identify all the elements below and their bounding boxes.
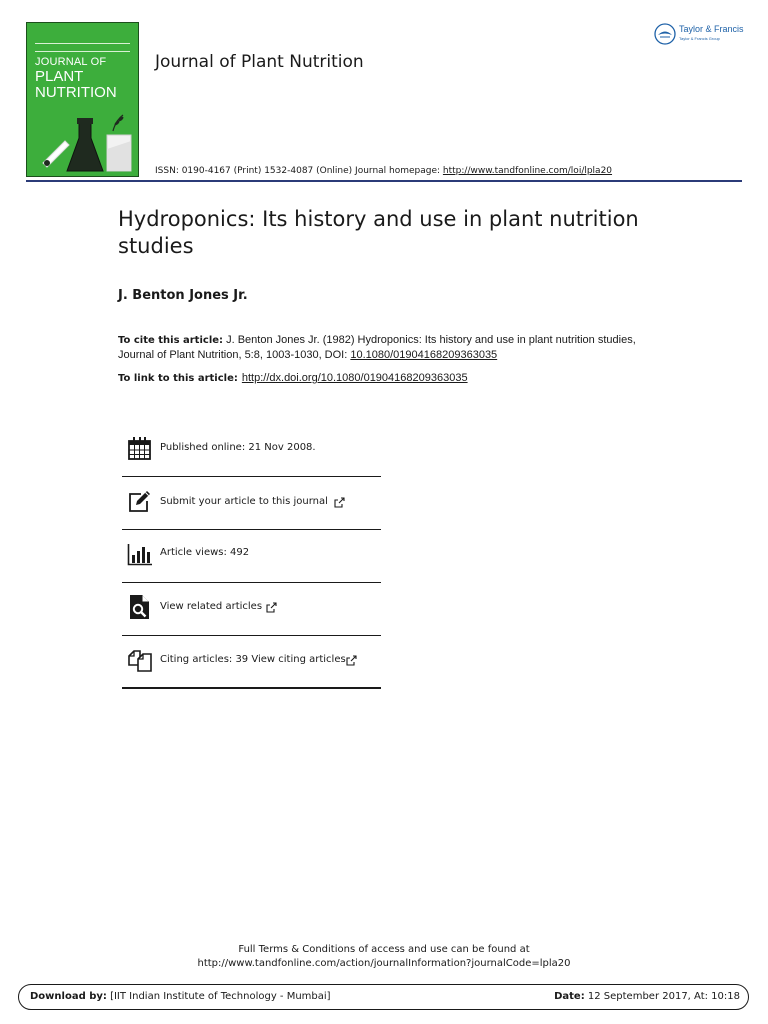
info-row-submit[interactable] [122,477,381,530]
calendar-icon [127,436,153,462]
download-date-label: Date: [554,991,585,1002]
download-by-value: [IIT Indian Institute of Technology - Mumbai] [106,991,331,1002]
terms-notice [0,943,768,971]
info-row-views [122,530,381,583]
citation-text: J. Benton Jones Jr. (1982) Hydroponics: Its history and use in plant nutrition studies, Journal of Plant Nutrition, 5:8, 1003-1030, DOI: [118,334,636,361]
edit-icon [127,489,153,515]
download-date-value: 12 September 2017, At: 10:18 [584,991,740,1002]
cover-title-line2: PLANT [35,68,84,85]
external-link-icon [334,497,345,508]
terms-line1: Full Terms & Conditions of access and use can be found at [238,944,530,955]
external-link-icon [346,655,357,666]
citation-block [118,333,658,363]
bar-chart-icon [127,541,153,567]
download-by-label: Download by: [30,991,107,1002]
issn-line [155,166,612,176]
article-doi-url-link[interactable]: http://dx.doi.org/10.1080/01904168209363035 [241,372,468,384]
terms-url[interactable]: http://www.tandfonline.com/action/journalInformation?journalCode=lpla20 [197,958,571,969]
submit-article-link[interactable]: Submit your article to this journal [160,496,328,507]
search-document-icon [127,594,153,620]
download-date [554,991,740,1002]
article-title: Hydroponics: Its history and use in plant nutrition studies [118,207,639,258]
cover-flask-illustration [27,23,139,177]
download-by [30,991,331,1002]
cover-title-line1: JOURNAL OF [35,56,107,68]
article-link-line [118,372,468,384]
issn-text: ISSN: 0190-4167 (Print) 1532-4087 (Online) Journal homepage: [155,166,443,176]
external-link-icon [266,602,277,613]
info-row-citing[interactable] [122,636,381,689]
citation-label: To cite this article: [118,335,224,346]
article-link-label: To link to this article: [118,373,238,384]
publisher-name: Taylor & Francis [679,24,744,34]
info-row-related[interactable] [122,583,381,636]
download-info-bar [18,984,749,1010]
citing-articles-link[interactable]: Citing articles: 39 View citing articles [160,654,346,665]
journal-name: Journal of Plant Nutrition [155,52,364,72]
info-row-published [122,424,381,477]
journal-cover [26,22,139,177]
journal-homepage-link[interactable]: http://www.tandfonline.com/loi/lpla20 [442,166,613,176]
article-author: J. Benton Jones Jr. [118,288,248,303]
article-info-list [122,424,381,689]
header-divider [26,180,742,182]
article-views-text: Article views: 492 [160,547,250,558]
view-related-articles-link[interactable]: View related articles [160,601,263,612]
citing-documents-icon [127,647,153,673]
cover-title-line3: NUTRITION [35,84,117,101]
doi-link[interactable]: 10.1080/01904168209363035 [350,349,498,361]
published-online-text: Published online: 21 Nov 2008. [160,442,316,453]
publisher-subname: Taylor & Francis Group [679,36,720,41]
